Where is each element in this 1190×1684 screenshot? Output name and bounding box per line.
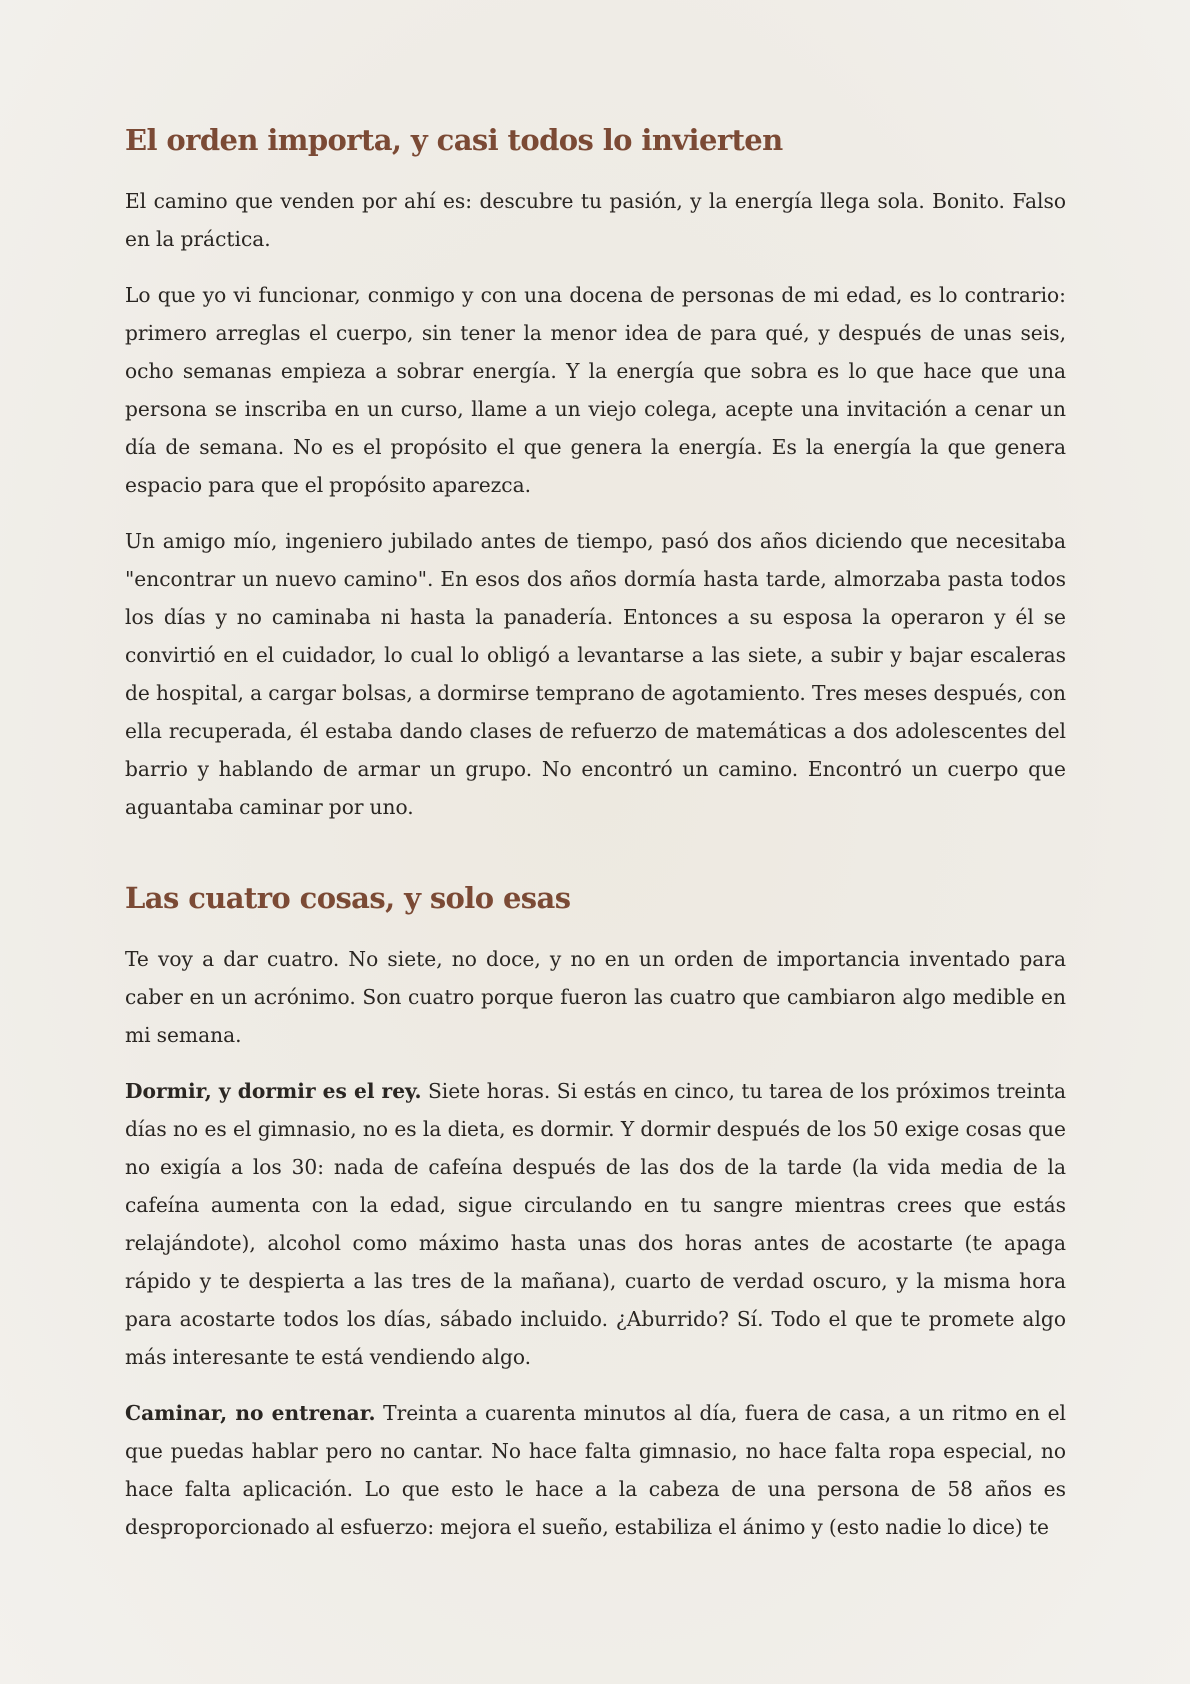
sleep-title: Dormir, y dormir es el rey. xyxy=(125,1079,422,1103)
paragraph-walk xyxy=(125,1394,1066,1546)
paragraph-engineer-friend: Un amigo mío, ingeniero jubilado antes de tiempo, pasó dos años diciendo que necesitaba "encontrar un nuevo camino". En esos dos años dormía hasta tarde, almorzaba pasta todos los días y no caminaba ni hasta la panadería. Entonces a su esposa la operaron y él se convirtió en el cuidador, lo cual lo obligó a levantarse a las siete, a subir y bajar escaleras de hospital, a cargar bolsas, a dormirse temprano de agotamiento. Tres meses después, con ella recuperada, él estaba dando clases de refuerzo de matemáticas a dos adolescentes del barrio y hablando de armar un grupo. No encontró un camino. Encontró un cuerpo que aguantaba caminar por uno. xyxy=(125,529,1066,819)
paragraph-sleep xyxy=(125,1072,1066,1376)
paragraph-four-intro: Te voy a dar cuatro. No siete, no doce, y no en un orden de importancia inventado para caber en un acrónimo. Son cuatro porque fueron las cuatro que cambiaron algo medible en mi semana. xyxy=(125,947,1066,1047)
walk-text: Treinta a cuarenta minutos al día, fuera de casa, a un ritmo en el que puedas hablar pero no cantar. No hace falta gimnasio, no hace falta ropa especial, no hace falta aplicación. Lo que esto le hace a la cabeza de una persona de 58 años es desproporcionado al esfuerzo: mejora el sueño, estabiliza el ánimo y (esto nadie lo dice) te xyxy=(125,1401,1067,1539)
walk-title: Caminar, no entrenar. xyxy=(125,1401,376,1425)
sleep-text: Siete horas. Si estás en cinco, tu tarea de los próximos treinta días no es el gimnasio, no es la dieta, es dormir. Y dormir después de los 50 exige cosas que no exigía a los 30: nada de cafeína después de las dos de la tarde (la vida media de la cafeína aumenta con la edad, sigue circulando en tu sangre mientras crees que estás relajándote), alcohol como máximo hasta unas dos horas antes de acostarte (te apaga rápido y te despierta a las tres de la mañana), cuarto de verdad oscuro, y la misma hora para acostarte todos los días, sábado incluido. ¿Aburrido? Sí. Todo el que te promete algo más interesante te está vendiendo algo. xyxy=(125,1079,1066,1369)
paragraph-body-first: Lo que yo vi funcionar, conmigo y con una docena de personas de mi edad, es lo contrario: primero arreglas el cuerpo, sin tener la menor idea de para qué, y después de unas seis, ocho semanas empieza a sobrar energía. Y la energía que sobra es lo que hace que una persona se inscriba en un curso, llame a un viejo colega, acepte una invitación a cenar un día de semana. No es el propósito el que genera la energía. Es la energía la que genera espacio para que el propósito aparezca. xyxy=(125,283,1066,497)
paragraph-passion-myth: El camino que venden por ahí es: descubre tu pasión, y la energía llega sola. Bonito. Falso en la práctica. xyxy=(125,189,1066,251)
section-heading-order: El orden importa, y casi todos lo invierten xyxy=(125,123,783,157)
section-heading-four-things: Las cuatro cosas, y solo esas xyxy=(125,881,571,915)
